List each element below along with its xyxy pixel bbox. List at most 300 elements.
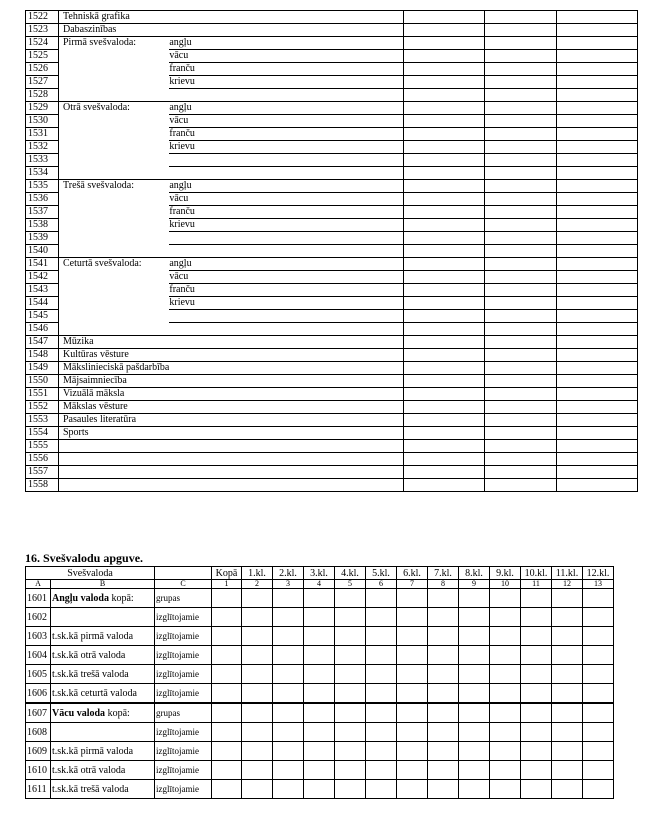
row-code: 1603 <box>26 627 51 646</box>
value-cell <box>397 608 428 627</box>
table-row <box>26 440 638 453</box>
value-cell <box>521 608 552 627</box>
value-cell <box>556 466 637 479</box>
value-cell <box>212 761 242 780</box>
row-name <box>59 50 170 63</box>
row-code: 1524 <box>26 37 59 50</box>
value-cell <box>490 703 521 723</box>
row-name: Kultūras vēsture <box>59 349 170 362</box>
row-name <box>59 440 170 453</box>
row-code: 1523 <box>26 24 59 37</box>
row-unit: izglītojamie <box>155 646 212 665</box>
value-cell <box>459 589 490 608</box>
value-cell <box>428 665 459 684</box>
header-col: 1.kl. <box>242 567 273 580</box>
value-cell <box>552 761 583 780</box>
value-cell <box>556 297 637 310</box>
value-cell <box>212 780 242 799</box>
row-sublabel: krievu <box>169 141 403 154</box>
row-code: 1534 <box>26 167 59 180</box>
value-cell <box>521 665 552 684</box>
value-cell <box>484 466 556 479</box>
value-cell <box>556 245 637 258</box>
row-name: Mākslas vēsture <box>59 401 170 414</box>
value-cell <box>583 608 614 627</box>
value-cell <box>428 608 459 627</box>
value-cell <box>403 102 484 115</box>
row-name <box>59 219 170 232</box>
value-cell <box>556 63 637 76</box>
value-cell <box>490 761 521 780</box>
row-sublabel <box>169 24 403 37</box>
table-row <box>26 141 638 154</box>
value-cell <box>428 646 459 665</box>
row-code: 1557 <box>26 466 59 479</box>
header-language: Svešvaloda <box>26 567 155 580</box>
value-cell <box>212 742 242 761</box>
value-cell <box>484 362 556 375</box>
row-code: 1543 <box>26 284 59 297</box>
row-code: 1554 <box>26 427 59 440</box>
value-cell <box>335 627 366 646</box>
row-name <box>59 76 170 89</box>
value-cell <box>490 608 521 627</box>
row-unit: izglītojamie <box>155 723 212 742</box>
value-cell <box>484 310 556 323</box>
row-unit: izglītojamie <box>155 684 212 704</box>
table-row <box>26 466 638 479</box>
value-cell <box>556 401 637 414</box>
row-name: Otrā svešvaloda: <box>63 102 130 114</box>
row-code: 1607 <box>26 703 51 723</box>
column-index: 4 <box>304 580 335 589</box>
value-cell <box>242 723 273 742</box>
row-unit: izglītojamie <box>155 627 212 646</box>
value-cell <box>556 310 637 323</box>
value-cell <box>490 723 521 742</box>
row-code: 1542 <box>26 271 59 284</box>
table-row <box>26 479 638 492</box>
row-code: 1533 <box>26 154 59 167</box>
row-name <box>59 63 170 76</box>
value-cell <box>556 141 637 154</box>
value-cell <box>484 115 556 128</box>
table-row <box>26 63 638 76</box>
column-index: 10 <box>490 580 521 589</box>
table-row <box>26 627 614 646</box>
value-cell <box>583 723 614 742</box>
table-row <box>26 232 638 245</box>
value-cell <box>304 665 335 684</box>
value-cell <box>521 703 552 723</box>
value-cell <box>403 219 484 232</box>
row-description: t.sk.kā ceturtā valoda <box>52 687 137 699</box>
value-cell <box>459 780 490 799</box>
value-cell <box>556 453 637 466</box>
row-sublabel <box>169 232 403 245</box>
value-cell <box>521 742 552 761</box>
row-sublabel <box>169 427 403 440</box>
value-cell <box>484 284 556 297</box>
value-cell <box>397 780 428 799</box>
row-code: 1535 <box>26 180 59 193</box>
row-sublabel <box>169 89 403 102</box>
row-name: Mākslinieciskā pašdarbība <box>59 362 170 375</box>
table-row <box>26 271 638 284</box>
value-cell <box>273 761 304 780</box>
row-name <box>59 271 170 284</box>
value-cell <box>304 589 335 608</box>
value-cell <box>484 63 556 76</box>
value-cell <box>459 761 490 780</box>
row-sublabel: krievu <box>169 297 403 310</box>
value-cell <box>403 414 484 427</box>
column-index: 3 <box>273 580 304 589</box>
value-cell <box>212 589 242 608</box>
value-cell <box>484 37 556 50</box>
value-cell <box>335 723 366 742</box>
value-cell <box>552 665 583 684</box>
value-cell <box>273 703 304 723</box>
row-sublabel <box>169 388 403 401</box>
row-name <box>59 141 170 154</box>
header-col: 9.kl. <box>490 567 521 580</box>
row-name <box>59 128 170 141</box>
value-cell <box>484 232 556 245</box>
value-cell <box>403 245 484 258</box>
row-language <box>51 703 155 723</box>
row-code: 1609 <box>26 742 51 761</box>
value-cell <box>428 684 459 704</box>
row-sublabel: vācu <box>169 50 403 63</box>
value-cell <box>428 627 459 646</box>
header-col: 7.kl. <box>428 567 459 580</box>
value-cell <box>583 742 614 761</box>
row-code: 1556 <box>26 453 59 466</box>
row-code: 1529 <box>26 102 59 115</box>
row-sublabel <box>169 375 403 388</box>
value-cell <box>397 761 428 780</box>
value-cell <box>521 761 552 780</box>
row-code: 1601 <box>26 589 51 608</box>
value-cell <box>484 102 556 115</box>
row-code: 1553 <box>26 414 59 427</box>
row-name: Mājsaimniecība <box>59 375 170 388</box>
value-cell <box>397 742 428 761</box>
table-row <box>26 154 638 167</box>
value-cell <box>403 336 484 349</box>
value-cell <box>304 780 335 799</box>
value-cell <box>397 703 428 723</box>
row-sublabel <box>169 362 403 375</box>
table-row <box>26 24 638 37</box>
value-cell <box>335 703 366 723</box>
row-code: 1532 <box>26 141 59 154</box>
value-cell <box>556 193 637 206</box>
row-name <box>59 323 170 336</box>
table-row <box>26 780 614 799</box>
value-cell <box>556 180 637 193</box>
header-col: 2.kl. <box>273 567 304 580</box>
value-cell <box>212 627 242 646</box>
row-sublabel <box>169 167 403 180</box>
row-unit: izglītojamie <box>155 665 212 684</box>
row-name <box>59 284 170 297</box>
table-row <box>26 608 614 627</box>
value-cell <box>490 780 521 799</box>
row-sublabel <box>169 349 403 362</box>
table-row <box>26 323 638 336</box>
value-cell <box>212 703 242 723</box>
value-cell <box>366 723 397 742</box>
value-cell <box>490 665 521 684</box>
row-name: Trešā svešvaloda: <box>63 180 135 192</box>
value-cell <box>304 684 335 704</box>
value-cell <box>366 684 397 704</box>
row-name <box>59 297 170 310</box>
value-cell <box>403 89 484 102</box>
header-col: 12.kl. <box>583 567 614 580</box>
row-language <box>51 665 155 684</box>
table-row <box>26 37 638 50</box>
value-cell <box>556 349 637 362</box>
value-cell <box>484 440 556 453</box>
section-title: 16. Svešvalodu apguve. <box>25 551 144 565</box>
row-sublabel <box>169 453 403 466</box>
table-row <box>26 646 614 665</box>
value-cell <box>583 780 614 799</box>
value-cell <box>556 24 637 37</box>
value-cell <box>556 258 637 271</box>
row-sublabel <box>169 154 403 167</box>
header-col: 11.kl. <box>552 567 583 580</box>
row-sublabel: franču <box>169 284 403 297</box>
row-sublabel: franču <box>169 206 403 219</box>
header-blank <box>155 567 212 580</box>
row-language <box>51 723 155 742</box>
value-cell <box>212 665 242 684</box>
value-cell <box>556 362 637 375</box>
row-language <box>51 780 155 799</box>
value-cell <box>403 24 484 37</box>
value-cell <box>403 115 484 128</box>
row-name: Vizuālā māksla <box>59 388 170 401</box>
row-sublabel: angļu <box>169 258 403 271</box>
value-cell <box>484 453 556 466</box>
value-cell <box>484 167 556 180</box>
value-cell <box>583 627 614 646</box>
value-cell <box>521 589 552 608</box>
value-cell <box>403 323 484 336</box>
column-index: 12 <box>552 580 583 589</box>
row-description: t.sk.kā pirmā valoda <box>52 745 134 757</box>
column-index: C <box>155 580 212 589</box>
row-code: 1610 <box>26 761 51 780</box>
value-cell <box>428 703 459 723</box>
value-cell <box>366 761 397 780</box>
row-code: 1539 <box>26 232 59 245</box>
value-cell <box>366 646 397 665</box>
value-cell <box>403 180 484 193</box>
value-cell <box>397 646 428 665</box>
value-cell <box>242 608 273 627</box>
value-cell <box>242 627 273 646</box>
value-cell <box>484 76 556 89</box>
value-cell <box>242 742 273 761</box>
value-cell <box>556 388 637 401</box>
value-cell <box>273 723 304 742</box>
value-cell <box>556 89 637 102</box>
value-cell <box>484 245 556 258</box>
value-cell <box>428 780 459 799</box>
row-name: Ceturtā svešvaloda: <box>63 258 142 270</box>
languages-table <box>25 566 614 799</box>
row-name <box>59 453 170 466</box>
value-cell <box>242 684 273 704</box>
value-cell <box>556 427 637 440</box>
value-cell <box>484 336 556 349</box>
value-cell <box>242 665 273 684</box>
row-sublabel <box>169 310 403 323</box>
value-cell <box>521 723 552 742</box>
column-index: 13 <box>583 580 614 589</box>
row-code: 1528 <box>26 89 59 102</box>
value-cell <box>273 780 304 799</box>
table-row <box>26 742 614 761</box>
value-cell <box>459 608 490 627</box>
row-sublabel: vācu <box>169 115 403 128</box>
row-language <box>51 627 155 646</box>
value-cell <box>273 684 304 704</box>
table-row <box>26 76 638 89</box>
value-cell <box>403 362 484 375</box>
value-cell <box>552 684 583 704</box>
header-col: 10.kl. <box>521 567 552 580</box>
row-code: 1605 <box>26 665 51 684</box>
row-code: 1545 <box>26 310 59 323</box>
value-cell <box>397 589 428 608</box>
row-sublabel <box>169 440 403 453</box>
value-cell <box>428 589 459 608</box>
row-sublabel <box>169 466 403 479</box>
value-cell <box>304 608 335 627</box>
row-code: 1540 <box>26 245 59 258</box>
row-name <box>59 232 170 245</box>
value-cell <box>484 323 556 336</box>
language-name: Angļu valoda <box>52 592 109 604</box>
row-code: 1546 <box>26 323 59 336</box>
value-cell <box>484 219 556 232</box>
value-cell <box>484 206 556 219</box>
column-index-row <box>26 580 614 589</box>
table-row <box>26 245 638 258</box>
row-sublabel: franču <box>169 63 403 76</box>
row-code: 1550 <box>26 375 59 388</box>
row-language <box>51 589 155 608</box>
value-cell <box>556 375 637 388</box>
value-cell <box>335 589 366 608</box>
value-cell <box>273 742 304 761</box>
row-language <box>51 742 155 761</box>
value-cell <box>490 589 521 608</box>
row-code: 1531 <box>26 128 59 141</box>
table-row <box>26 50 638 63</box>
row-name <box>59 206 170 219</box>
value-cell <box>490 646 521 665</box>
row-sublabel <box>169 11 403 24</box>
value-cell <box>484 193 556 206</box>
value-cell <box>484 271 556 284</box>
value-cell <box>403 388 484 401</box>
value-cell <box>556 50 637 63</box>
row-unit: izglītojamie <box>155 742 212 761</box>
value-cell <box>304 723 335 742</box>
value-cell <box>552 646 583 665</box>
value-cell <box>212 608 242 627</box>
subjects-table <box>25 10 638 492</box>
value-cell <box>521 627 552 646</box>
table-row <box>26 388 638 401</box>
row-language <box>51 684 155 704</box>
value-cell <box>428 723 459 742</box>
value-cell <box>484 349 556 362</box>
column-index: 1 <box>212 580 242 589</box>
value-cell <box>556 323 637 336</box>
value-cell <box>556 206 637 219</box>
row-code: 1536 <box>26 193 59 206</box>
table-row <box>26 167 638 180</box>
value-cell <box>490 742 521 761</box>
value-cell <box>304 646 335 665</box>
value-cell <box>521 684 552 704</box>
row-code: 1522 <box>26 11 59 24</box>
value-cell <box>556 76 637 89</box>
value-cell <box>366 703 397 723</box>
row-code: 1611 <box>26 780 51 799</box>
value-cell <box>484 479 556 492</box>
value-cell <box>484 11 556 24</box>
row-name <box>59 115 170 128</box>
value-cell <box>556 414 637 427</box>
row-code: 1604 <box>26 646 51 665</box>
value-cell <box>403 167 484 180</box>
value-cell <box>583 761 614 780</box>
value-cell <box>556 271 637 284</box>
value-cell <box>335 684 366 704</box>
value-cell <box>403 297 484 310</box>
column-index: 5 <box>335 580 366 589</box>
value-cell <box>403 258 484 271</box>
row-description: t.sk.kā trešā valoda <box>52 668 129 680</box>
row-code: 1525 <box>26 50 59 63</box>
row-sublabel: vācu <box>169 193 403 206</box>
row-sublabel: angļu <box>169 37 403 50</box>
value-cell <box>403 310 484 323</box>
value-cell <box>583 684 614 704</box>
value-cell <box>273 589 304 608</box>
value-cell <box>403 453 484 466</box>
value-cell <box>366 589 397 608</box>
row-name <box>59 154 170 167</box>
value-cell <box>403 63 484 76</box>
table-row <box>26 665 614 684</box>
language-name: Vācu valoda <box>52 707 106 719</box>
value-cell <box>484 427 556 440</box>
table-row <box>26 684 614 704</box>
value-cell <box>552 742 583 761</box>
row-sublabel: krievu <box>169 76 403 89</box>
column-index: A <box>26 580 51 589</box>
